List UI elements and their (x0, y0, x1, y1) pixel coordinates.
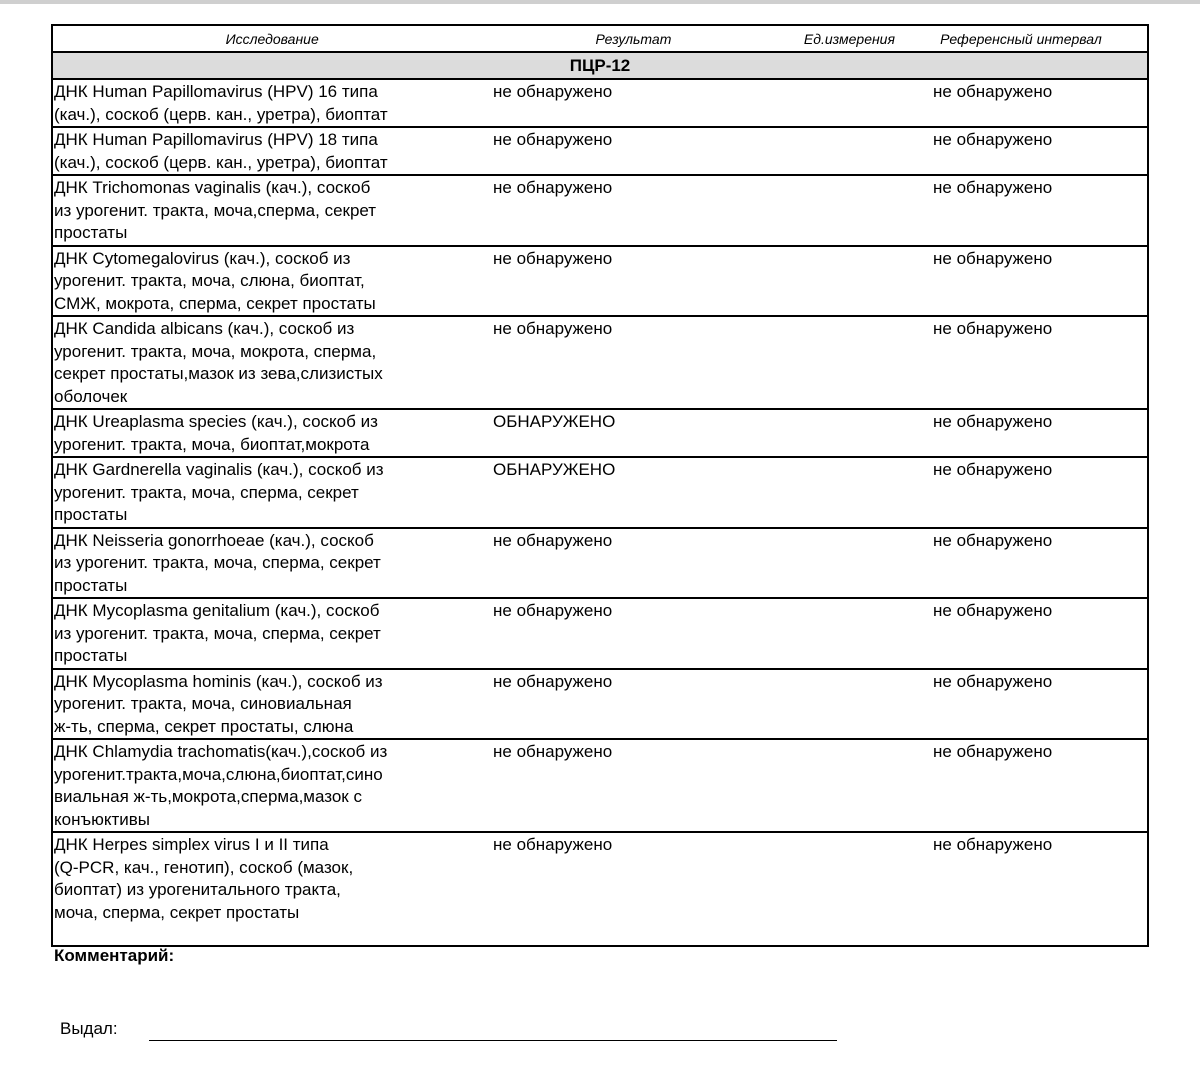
result-cell: не обнаружено (493, 82, 613, 101)
test-name-cell: ДНК Trichomonas vaginalis (кач.), соскоб из урогенит. тракта, моча,сперма, секрет простаты (54, 178, 377, 242)
table-row (53, 128, 1147, 176)
result-cell: ОБНАРУЖЕНО (493, 460, 616, 479)
result-cell: не обнаружено (493, 530, 613, 550)
test-name-cell: ДНК Human Papillomavirus (HPV) 16 типа (кач.), соскоб (церв. кан., уретра), биоптат (54, 82, 388, 124)
reference-cell: не обнаружено (933, 130, 1053, 149)
table-row (53, 670, 1147, 741)
header-reference: Референсный интервал (940, 30, 1102, 47)
reference-cell: не обнаружено (933, 412, 1053, 431)
table-row (53, 458, 1147, 529)
table-row (53, 410, 1147, 458)
reference-cell: не обнаружено (933, 835, 1053, 854)
table-row (53, 247, 1147, 318)
result-cell: не обнаружено (493, 742, 613, 761)
table-row (53, 599, 1147, 670)
page-top-border (0, 0, 1200, 4)
table-row (53, 317, 1147, 410)
table-row (53, 529, 1147, 600)
test-name-cell: ДНК Human Papillomavirus (HPV) 18 типа (кач.), соскоб (церв. кан., уретра), биоптат (54, 130, 388, 172)
table-row (53, 80, 1147, 128)
header-unit: Ед.измерения (803, 30, 895, 47)
test-name-cell: ДНК Candida albicans (кач.), соскоб из урогенит. тракта, моча, мокрота, сперма, секрет простаты,мазок из зева,слизистых оболочек (54, 319, 383, 406)
section-title: ПЦР-12 (53, 53, 1147, 80)
test-name-cell: ДНК Gardnerella vaginalis (кач.), соскоб из урогенит. тракта, моча, сперма, секрет простаты (54, 460, 384, 524)
table-row (53, 833, 1147, 945)
reference-cell: не обнаружено (933, 319, 1053, 338)
reference-cell: не обнаружено (933, 460, 1053, 479)
test-name-cell: ДНК Chlamydia trachomatis(кач.),соскоб из урогенит.тракта,моча,слюна,биоптат,сино виальная ж-ть,мокрота,сперма,мазок с конъюктивы (54, 742, 388, 829)
reference-cell: не обнаружено (933, 530, 1053, 550)
issued-label: Выдал: (60, 1019, 118, 1038)
table-row (53, 740, 1147, 833)
test-name-cell: ДНК Cytomegalovirus (кач.), соскоб из урогенит. тракта, моча, слюна, биоптат, СМЖ, мокрота, сперма, секрет простаты (54, 248, 376, 313)
test-name-cell: ДНК Ureaplasma species (кач.), соскоб из урогенит. тракта, моча, биоптат,мокрота (54, 412, 378, 454)
result-cell: не обнаружено (493, 671, 613, 691)
reference-cell: не обнаружено (933, 601, 1053, 620)
result-cell: не обнаружено (493, 601, 613, 620)
test-name-cell: ДНК Mycoplasma genitalium (кач.), соскоб из урогенит. тракта, моча, сперма, секрет простаты (54, 601, 381, 665)
reference-cell: не обнаружено (933, 742, 1053, 761)
test-name-cell: ДНК Neisseria gonorrhoeae (кач.), соскоб из урогенит. тракта, моча, сперма, секрет простаты (54, 530, 381, 595)
test-name-cell: ДНК Mycoplasma hominis (кач.), соскоб из урогенит. тракта, моча, синовиальная ж-ть, сперма, секрет простаты, слюна (54, 671, 383, 736)
comment-label: Комментарий: (54, 946, 175, 965)
header-test: Исследование (225, 30, 319, 47)
result-cell: не обнаружено (493, 130, 613, 149)
test-name-cell: ДНК Herpes simplex virus I и II типа (Q-PCR, кач., генотип), соскоб (мазок, биоптат) из урогенитального тракта, моча, сперма, секрет простаты (54, 835, 354, 922)
table-header (53, 26, 1147, 53)
reference-cell: не обнаружено (933, 248, 1053, 268)
table-body (53, 80, 1147, 945)
reference-cell: не обнаружено (933, 178, 1053, 197)
reference-cell: не обнаружено (933, 671, 1053, 691)
reference-cell: не обнаружено (933, 82, 1053, 101)
result-cell: ОБНАРУЖЕНО (493, 412, 616, 431)
result-cell: не обнаружено (493, 835, 613, 854)
result-cell: не обнаружено (493, 248, 613, 268)
result-cell: не обнаружено (493, 178, 613, 197)
signature-line (149, 1040, 837, 1041)
header-result: Результат (595, 30, 672, 47)
table-row (53, 176, 1147, 247)
result-cell: не обнаружено (493, 319, 613, 338)
results-table (51, 24, 1149, 947)
